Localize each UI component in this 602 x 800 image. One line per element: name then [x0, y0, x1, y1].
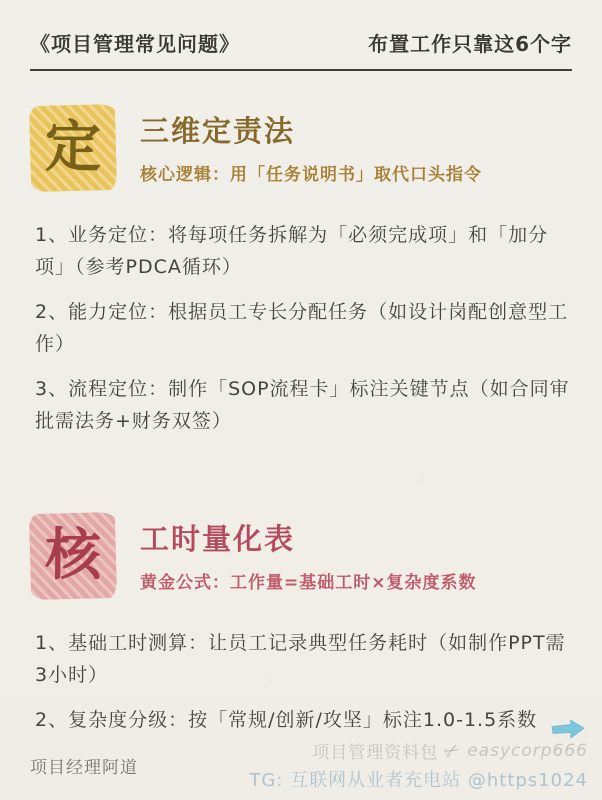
footer	[30, 738, 588, 792]
section-title: 三维定责法	[140, 114, 296, 148]
watermark-handle: easycorp666	[467, 740, 588, 761]
section-ding	[30, 105, 572, 437]
section-subtitle: 核心逻辑：用「任务说明书」取代口头指令	[140, 165, 482, 185]
list-item: 2、能力定位：根据员工专长分配任务（如设计岗配创意型工作）	[35, 301, 569, 355]
section-he-titles	[140, 513, 477, 593]
section-ding-header	[30, 105, 572, 191]
list-item: 3、流程定位：制作「SOP流程卡」标注关键节点（如合同审批需法务+财务双签）	[35, 378, 570, 432]
page-title: 布置工作只靠这6个字	[368, 32, 572, 56]
series-title: 《项目管理常见问题》	[30, 32, 240, 56]
watermark-line1	[249, 738, 588, 763]
scissors-icon: ✂	[439, 736, 466, 765]
section-ding-points	[30, 219, 572, 437]
watermark-label: 项目管理资料包	[312, 743, 439, 763]
section-he	[30, 513, 572, 736]
he-stamp-icon	[29, 512, 117, 600]
watermark	[249, 738, 588, 792]
stamp-character: 核	[44, 522, 102, 589]
ding-stamp-icon	[29, 104, 117, 192]
list-item: 1、业务定位：将每项任务拆解为「必须完成项」和「加分项」（参考PDCA循环）	[35, 224, 549, 278]
list-item: 1、基础工时测算：让员工记录典型任务耗时（如制作PPT需3小时）	[35, 632, 566, 686]
section-he-header	[30, 513, 572, 599]
section-he-points	[30, 627, 572, 736]
header	[30, 28, 572, 71]
watermark-telegram: TG: 互联网从业者充电站 @https1024	[249, 770, 588, 791]
section-subtitle: 黄金公式：工作量=基础工时×复杂度系数	[140, 573, 477, 593]
section-title: 工时量化表	[140, 522, 296, 556]
section-ding-titles	[140, 105, 482, 185]
stamp-character: 定	[44, 114, 102, 181]
author-signature: 项目经理阿道	[30, 758, 138, 778]
list-item: 2、复杂度分级：按「常规/创新/攻坚」标注1.0-1.5系数	[35, 709, 538, 731]
